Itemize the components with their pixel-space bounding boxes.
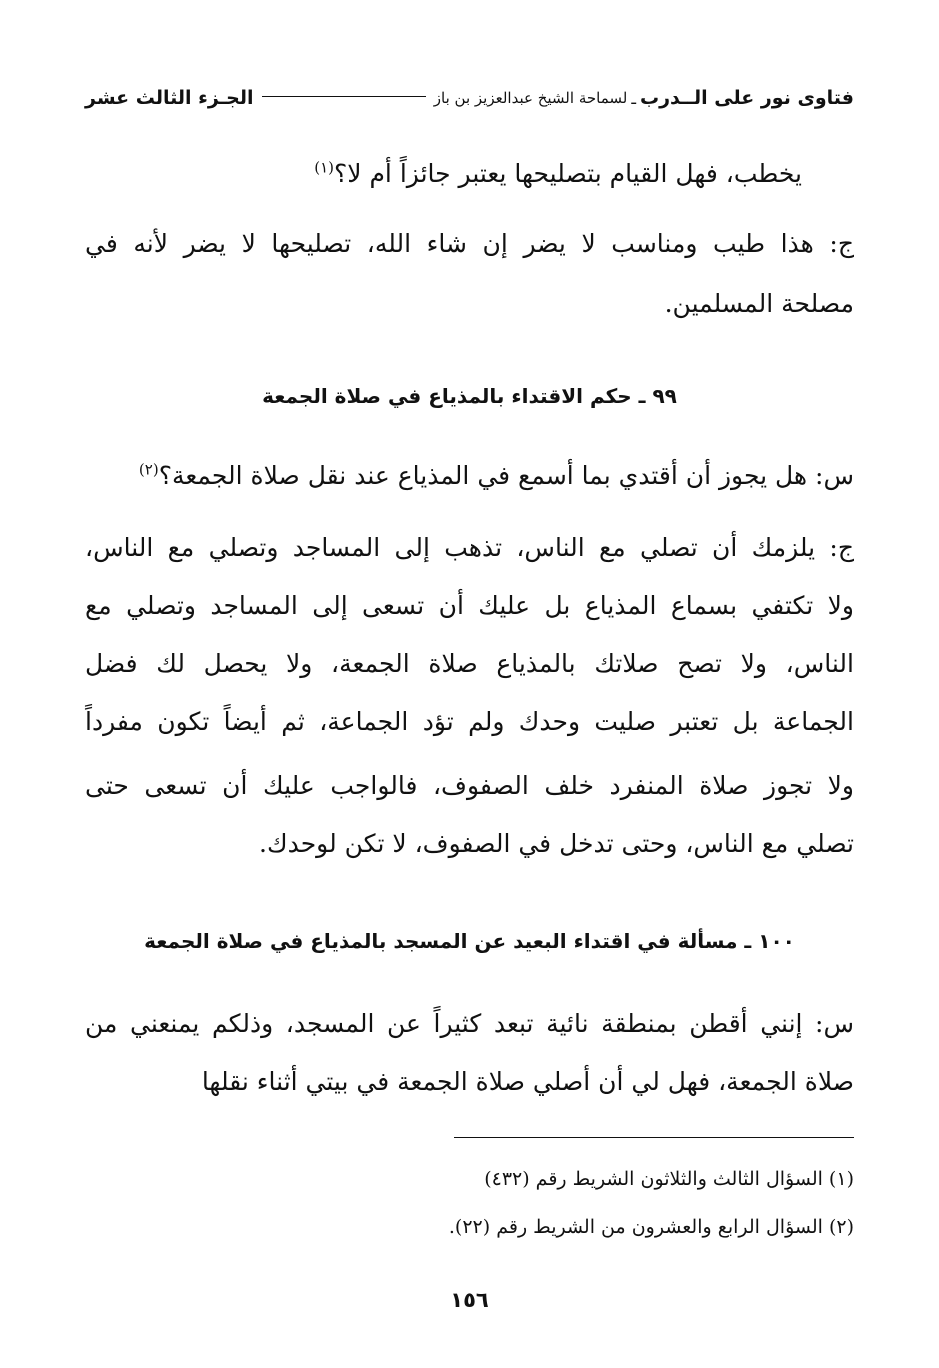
answer-99-line: الناس، ولا تصح صلاتك بالمذياع صلاة الجمعة، ولا يحصل لك فضل [85, 649, 854, 678]
answer-99-line: ولا تكتفي بسماع المذياع بل عليك أن تسعى إلى المساجد وتصلي مع [85, 591, 854, 620]
question-99: س: هل يجوز أن أقتدي بما أسمع في المذياع عند نقل صلاة الجمعة؟$^{(٢)}$ [138, 460, 854, 490]
volume-part: الجـزء الثالث عشر [85, 87, 254, 109]
page-number: ١٥٦ [450, 1288, 489, 1312]
footnote-ref-2: (٢) [138, 460, 159, 479]
footnote-ref-1: (١) [314, 158, 334, 177]
question-100-line: صلاة الجمعة، فهل لي أن أصلي صلاة الجمعة في بيتي أثناء نقلها [201, 1067, 854, 1096]
answer-99-line: ج: يلزمك أن تصلي مع الناس، تذهب إلى المساجد وتصلي مع الناس، [85, 533, 854, 562]
answer-99-line: تصلي مع الناس، وحتى تدخل في الصفوف، لا تكن لوحدك. [259, 829, 854, 858]
question-100-line: س: إنني أقطن بمنطقة نائية تبعد كثيراً عن المسجد، وذلكم يمنعني من [85, 1009, 854, 1038]
continuation-line: يخطب، فهل القيام بتصليحها يعتبر جائزاً أم لا؟$^{(١)}$ [314, 158, 802, 188]
section-heading-100: ١٠٠ ـ مسألة في اقتداء البعيد عن المسجد بالمذياع في صلاة الجمعة [144, 929, 795, 953]
footnote-2: (٢) السؤال الرابع والعشرون من الشريط رقم (٢٢). [448, 1216, 854, 1238]
footnote-1: (١) السؤال الثالث والثلاثون الشريط رقم (٤٣٢) [484, 1168, 854, 1190]
answer-99-line: الجماعة بل تعتبر صليت وحدك ولم تؤد الجماعة، ثم أيضاً تكون مفرداً [85, 707, 854, 736]
answer-99-line: ولا تجوز صلاة المنفرد خلف الصفوف، فالواجب عليك أن تسعى حتى [85, 771, 854, 800]
section-heading-99: ٩٩ ـ حكم الاقتداء بالمذياع في صلاة الجمعة [262, 384, 677, 408]
answer-1-line: مصلحة المسلمين. [664, 289, 854, 318]
book-title: فتاوى نور على الــدرب [640, 87, 854, 109]
author-name: لسماحة الشيخ عبدالعزيز بن باز [433, 89, 628, 107]
footnote-rule [454, 1137, 854, 1138]
answer-1-line: ج: هذا طيب ومناسب لا يضر إن شاء الله، تصليحها لا يضر لأنه في [85, 229, 854, 258]
title-separator: ـ [631, 88, 637, 108]
